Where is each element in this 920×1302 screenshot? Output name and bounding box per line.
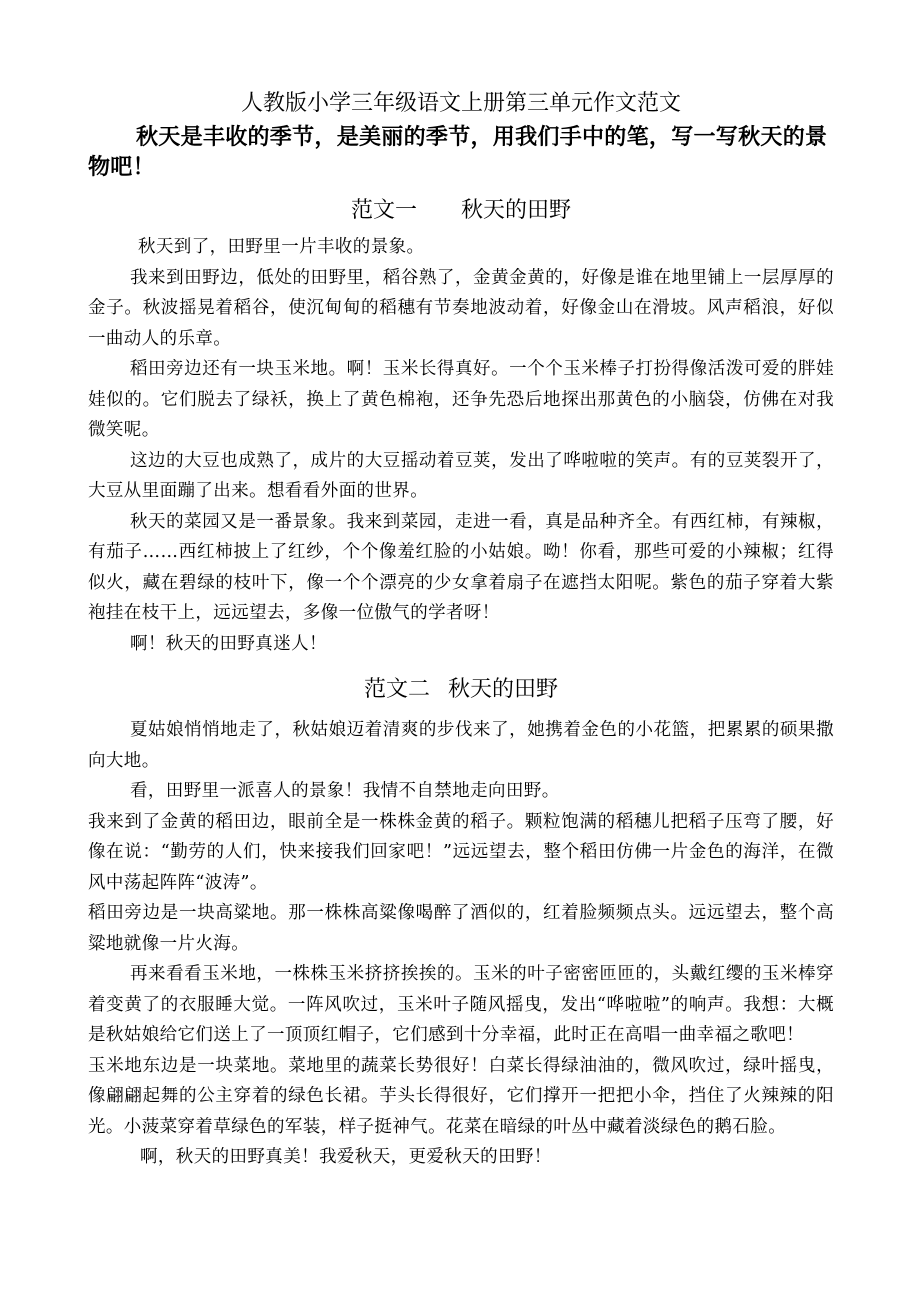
essay1-paragraph: 这边的大豆也成熟了，成片的大豆摇动着豆荚，发出了哗啦啦的笑声。有的豆荚裂开了，大豆从里面蹦了出来。想看看外面的世界。 bbox=[88, 450, 834, 501]
essay2-paragraph: 看，田野里一派喜人的景象！我情不自禁地走向田野。 bbox=[130, 781, 560, 801]
document-page bbox=[88, 88, 834, 1173]
essay1-title: 秋天的田野 bbox=[461, 198, 572, 223]
essay1-label: 范文一 bbox=[350, 198, 417, 223]
essay2-paragraph: 玉米地东边是一块菜地。菜地里的蔬菜长势很好！白菜长得绿油油的，微风吹过，绿叶摇曳，像翩翩起舞的公主穿着的绿色长裙。芋头长得很好，它们撑开一把把小伞，挡住了火辣辣的阳光。小菠菜穿着草绿色的军装，样子挺神气。花菜在暗绿的叶丛中藏着淡绿色的鹅石脸。 bbox=[88, 1055, 834, 1137]
essay2-label: 范文二 bbox=[363, 677, 430, 702]
essay1-paragraph: 秋天的菜园又是一番景象。我来到菜园，走进一看，真是品种齐全。有西红柿，有辣椒，有茄子……西红柿披上了红纱，个个像羞红脸的小姑娘。呦！你看，那些可爱的小辣椒；红得似火，藏在碧绿的枝叶下，像一个个漂亮的少女拿着扇子在遮挡太阳呢。紫色的茄子穿着大紫袍挂在枝干上，远远望去，多像一位傲气的学者呀！ bbox=[88, 511, 834, 623]
essay2-paragraph: 稻田旁边是一块高粱地。那一株株高粱像喝醉了酒似的，红着脸频频点头。远远望去，整个高粱地就像一片火海。 bbox=[88, 903, 834, 954]
essay1-paragraph: 稻田旁边还有一块玉米地。啊！玉米长得真好。一个个玉米棒子打扮得像活泼可爱的胖娃娃似的。它们脱去了绿袄，换上了黄色棉袍，还争先恐后地探出那黄色的小脑袋，仿佛在对我微笑呢。 bbox=[88, 359, 834, 440]
document-title: 人教版小学三年级语文上册第三单元作文范文 bbox=[240, 91, 681, 116]
essay1-heading bbox=[88, 194, 834, 228]
essay2-title: 秋天的田野 bbox=[448, 677, 559, 702]
essay2-paragraph: 啊，秋天的田野真美！我爱秋天，更爱秋天的田野！ bbox=[140, 1147, 552, 1167]
intro-paragraph: 秋天是丰收的季节，是美丽的季节，用我们手中的笔，写一写秋天的景物吧！ bbox=[88, 124, 828, 180]
essay2-paragraph: 夏姑娘悄悄地走了，秋姑娘迈着清爽的步伐来了，她携着金色的小花篮，把累累的硕果撒向大地。 bbox=[88, 720, 834, 771]
essay1-paragraph: 我来到田野边，低处的田野里，稻谷熟了，金黄金黄的，好像是谁在地里铺上一层厚厚的金子。秋波摇晃着稻谷，使沉甸甸的稻穗有节奏地波动着，好像金山在滑坡。风声稻浪，好似一曲动人的乐章。 bbox=[88, 267, 834, 349]
essay1-paragraph: 啊！秋天的田野真迷人！ bbox=[130, 633, 327, 654]
essay2-paragraph: 我来到了金黄的稻田边，眼前全是一株株金黄的稻子。颗粒饱满的稻穗儿把稻子压弯了腰，好像在说：“勤劳的人们，快来接我们回家吧！”远远望去，整个稻田仿佛一片金色的海洋，在微风中荡起阵阵“波涛”。 bbox=[88, 811, 834, 893]
essay1-paragraph: 秋天到了，田野里一片丰收的景象。 bbox=[138, 237, 425, 257]
essay2-heading bbox=[88, 673, 834, 707]
essay2-paragraph: 再来看看玉米地，一株株玉米挤挤挨挨的。玉米的叶子密密匝匝的，头戴红缨的玉米棒穿着变黄了的衣服睡大觉。一阵风吹过，玉米叶子随风摇曳，发出“哗啦啦”的响声。我想：大概是秋姑娘给它们送上了一顶顶红帽子，它们感到十分幸福，此时正在高唱一曲幸福之歌吧！ bbox=[88, 964, 834, 1045]
